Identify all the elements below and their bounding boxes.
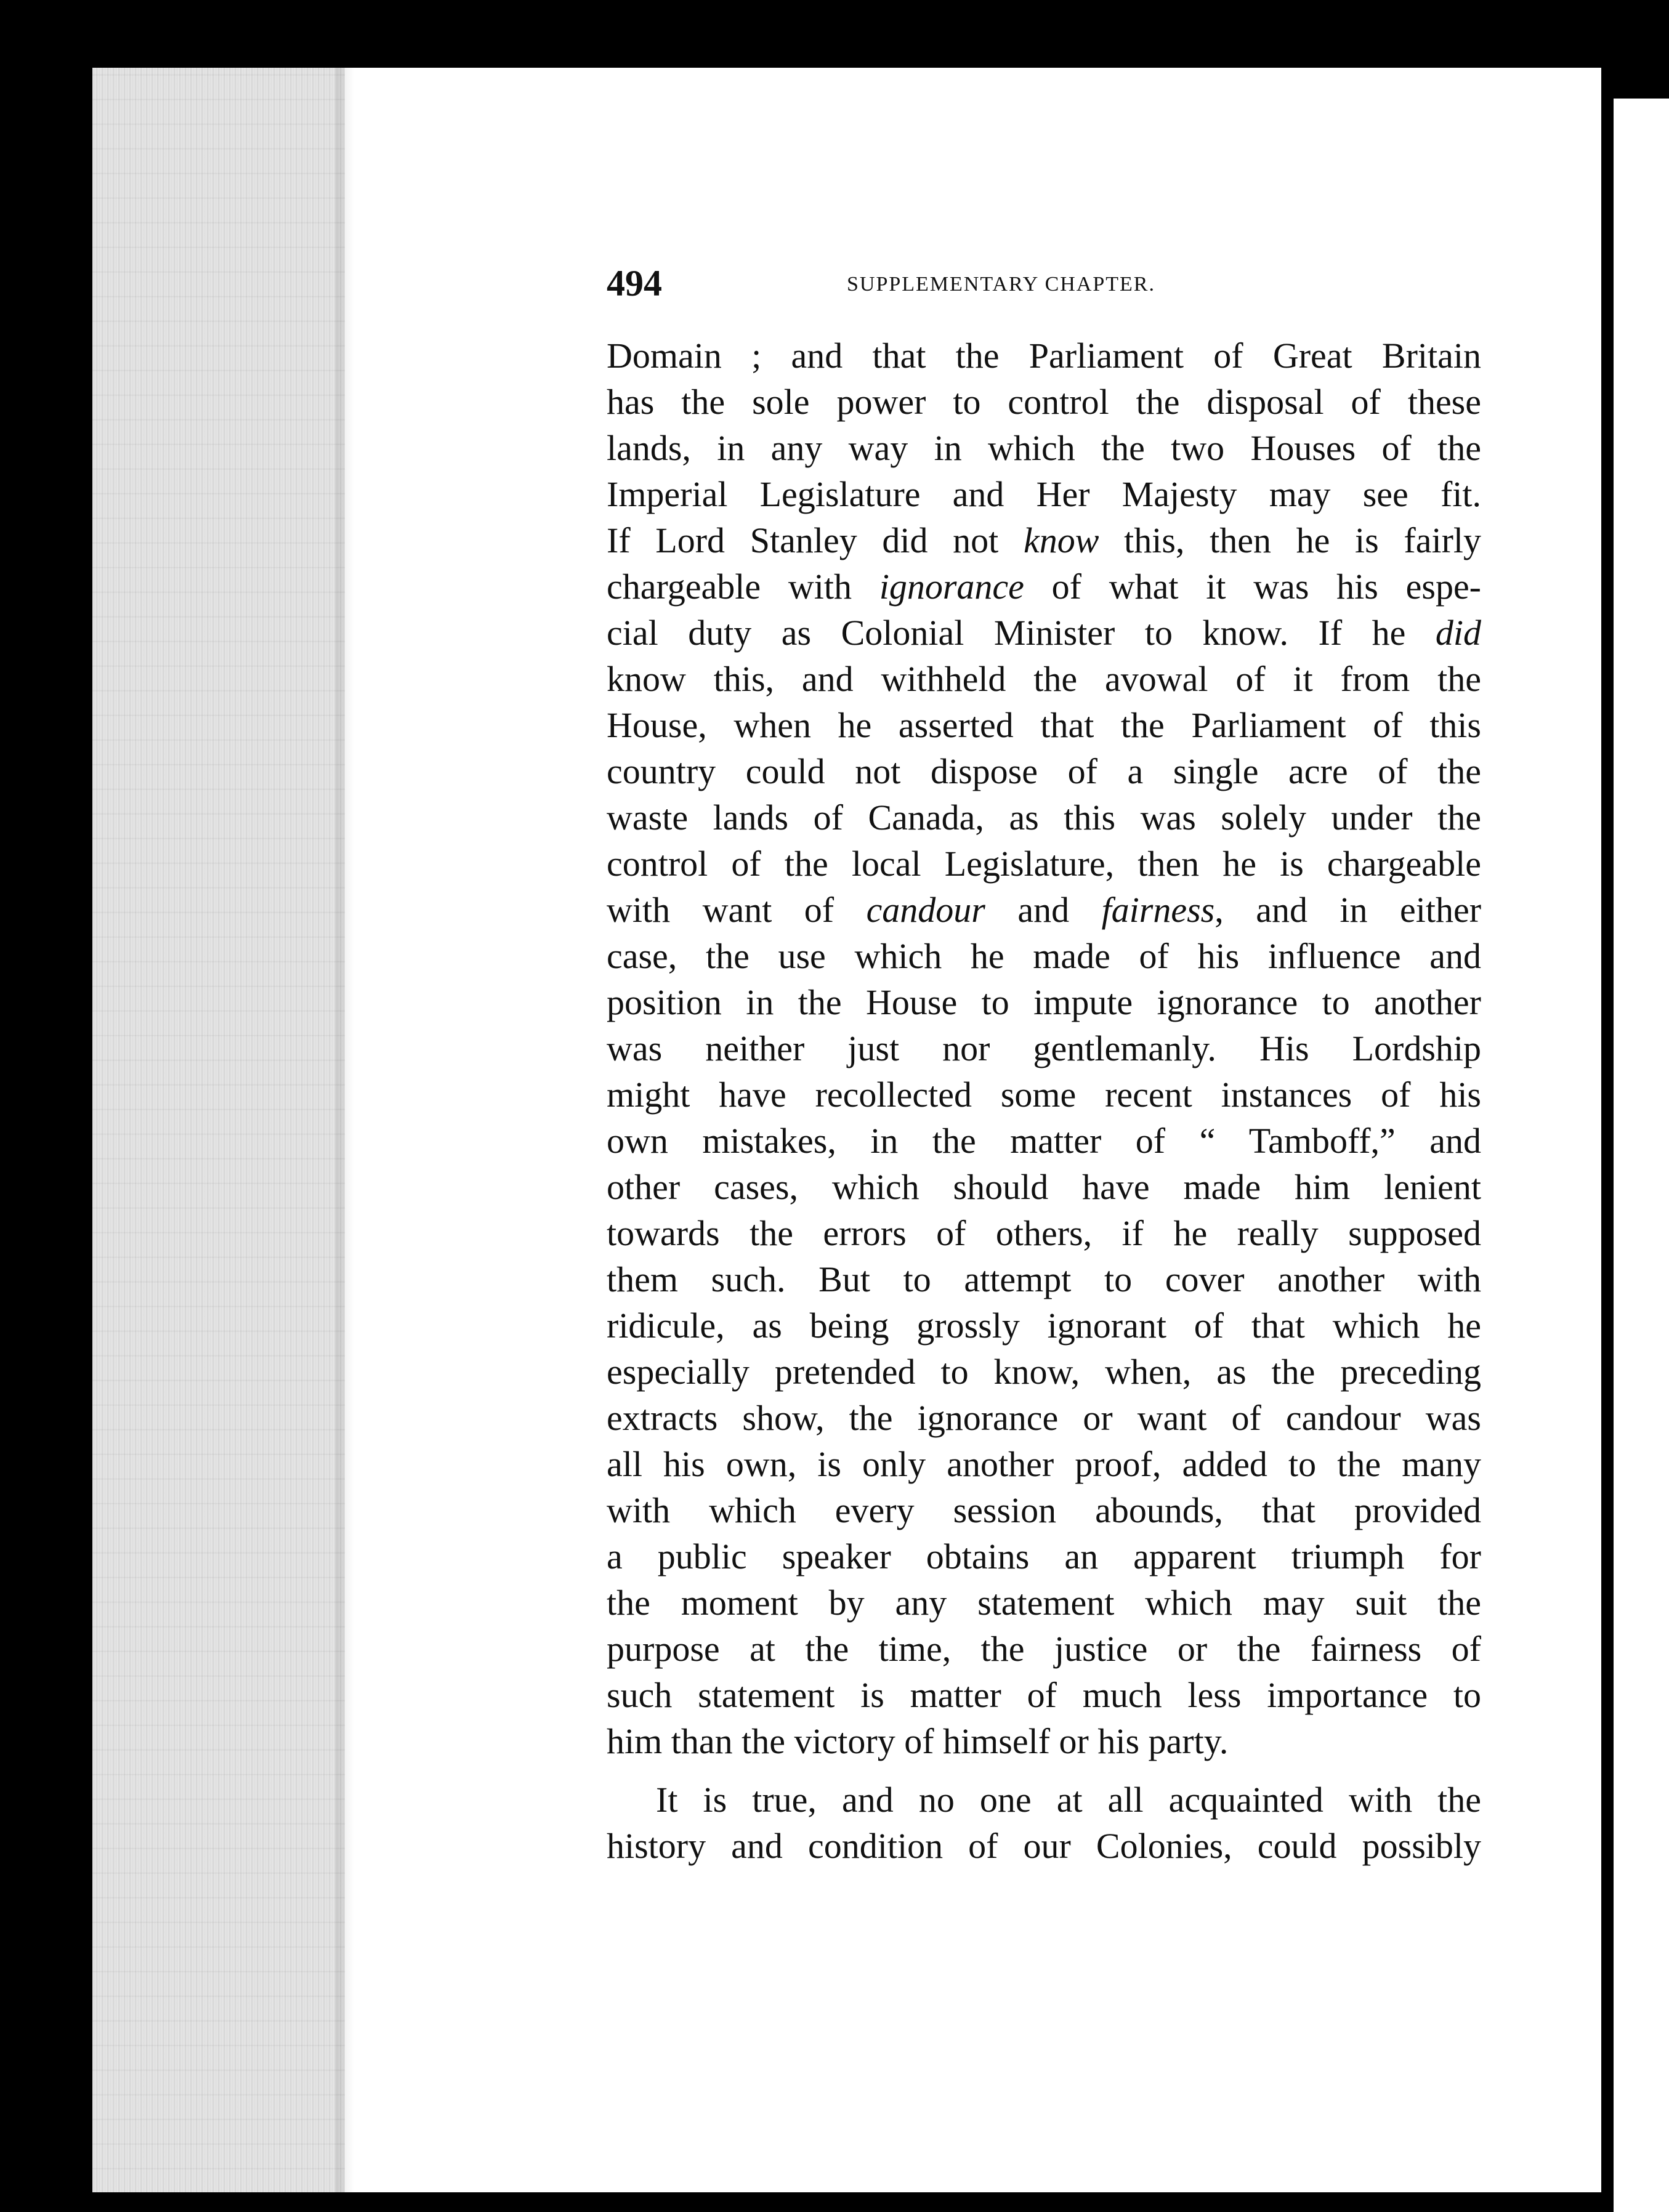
text-line: cial duty as Colonial Minister to know. If he did: [607, 613, 1481, 653]
text-line: with want of candour and fairness, and in either: [607, 890, 1482, 930]
text-line: control of the local Legislature, then he is chargeable: [607, 844, 1481, 884]
text-line: has the sole power to control the disposal of these: [607, 382, 1481, 422]
text-line: waste lands of Canada, as this was solely under the: [607, 797, 1481, 838]
text-line: the moment by any statement which may suit the: [607, 1583, 1481, 1623]
text-line: such statement is matter of much less importance to: [607, 1675, 1481, 1715]
binding-shadow: [336, 68, 354, 2192]
facing-page-edge: [1614, 99, 1669, 2212]
text-line: own mistakes, in the matter of “ Tamboff,” and: [607, 1121, 1481, 1161]
text-line: might have recollected some recent instances of his: [607, 1075, 1481, 1115]
text-line: ridicule, as being grossly ignorant of that which he: [607, 1306, 1481, 1346]
body-text: [607, 333, 1481, 1869]
text-line: position in the House to impute ignorance to another: [607, 982, 1481, 1022]
text-line: lands, in any way in which the two Houses of the: [607, 428, 1481, 468]
text-line: towards the errors of others, if he really supposed: [607, 1213, 1481, 1253]
text-line: It is true, and no one at all acquainted with the: [656, 1780, 1481, 1820]
text-line: If Lord Stanley did not know this, then he is fairly: [607, 520, 1482, 560]
text-line: him than the victory of himself or his party.: [607, 1721, 1229, 1761]
text-line: them such. But to attempt to cover another with: [607, 1259, 1481, 1299]
text-line: was neither just nor gentlemanly. His Lordship: [607, 1028, 1481, 1068]
text-line: history and condition of our Colonies, could possibly: [607, 1826, 1481, 1866]
text-line: know this, and withheld the avowal of it from the: [607, 659, 1481, 699]
page-edges-texture: [92, 68, 345, 2192]
text-line: a public speaker obtains an apparent triumph for: [607, 1536, 1481, 1576]
text-line: House, when he asserted that the Parliament of this: [607, 705, 1481, 745]
text-line: extracts show, the ignorance or want of candour was: [607, 1398, 1481, 1438]
text-line: case, the use which he made of his influence and: [607, 936, 1481, 976]
text-line: all his own, is only another proof, added to the many: [607, 1444, 1481, 1484]
running-head: [607, 259, 1272, 308]
text-line: country could not dispose of a single acre of the: [607, 751, 1481, 791]
text-line: chargeable with ignorance of what it was his espe-: [607, 567, 1481, 607]
text-line: other cases, which should have made him lenient: [607, 1167, 1481, 1207]
text-line: Imperial Legislature and Her Majesty may see fit.: [607, 474, 1481, 514]
chapter-title: SUPPLEMENTARY CHAPTER.: [847, 273, 1155, 296]
text-line: Domain ; and that the Parliament of Great Britain: [607, 336, 1481, 376]
text-line: purpose at the time, the justice or the fairness of: [607, 1629, 1481, 1669]
page-number: 494: [607, 263, 662, 304]
text-line: especially pretended to know, when, as the preceding: [607, 1352, 1481, 1392]
text-line: with which every session abounds, that provided: [607, 1490, 1481, 1530]
